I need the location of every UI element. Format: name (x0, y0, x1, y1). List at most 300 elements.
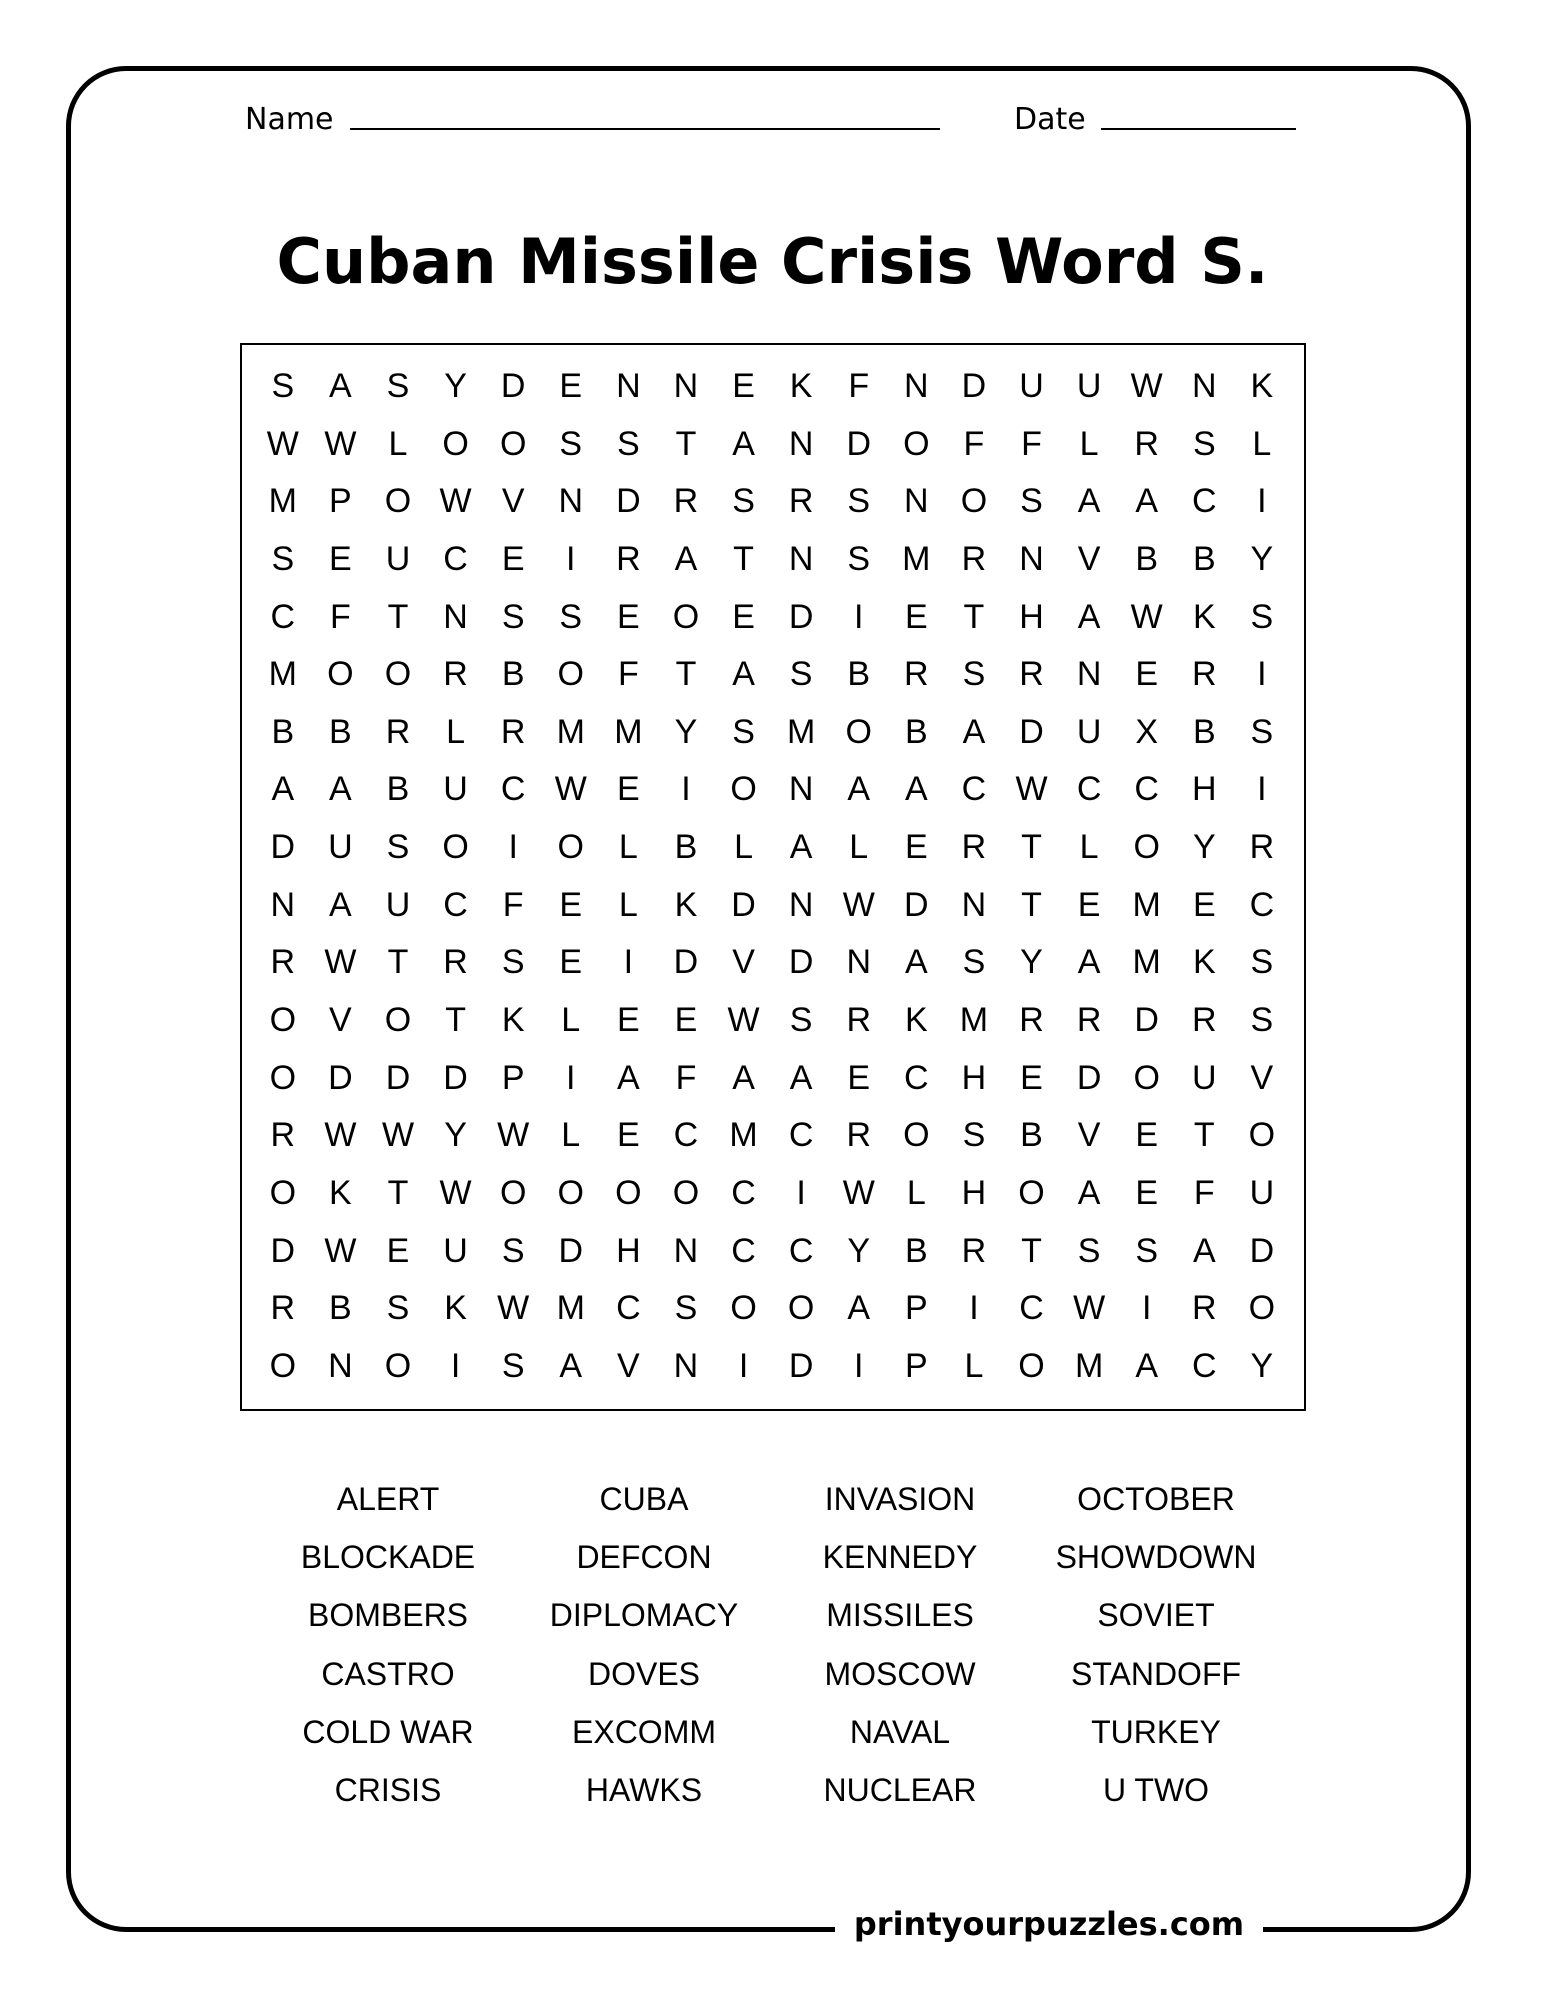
grid-cell[interactable]: I (566, 1058, 576, 1097)
grid-cell[interactable]: A (789, 1058, 813, 1097)
grid-cell[interactable]: O (1133, 1058, 1160, 1097)
grid-cell[interactable]: V (1077, 1116, 1101, 1155)
grid-cell[interactable]: S (501, 1346, 525, 1385)
grid-cell[interactable]: B (386, 770, 410, 809)
grid-cell[interactable]: S (1250, 1001, 1274, 1040)
grid-cell[interactable]: A (1192, 1231, 1216, 1270)
grid-cell[interactable]: V (501, 482, 525, 521)
grid-cell[interactable]: U (328, 828, 353, 867)
grid-cell[interactable]: M (268, 482, 297, 521)
grid-cell[interactable]: O (499, 1173, 527, 1212)
grid-cell[interactable]: D (328, 1058, 353, 1097)
grid-cell[interactable]: N (1019, 539, 1044, 578)
grid-cell[interactable]: R (443, 943, 468, 982)
grid-cell[interactable]: T (1021, 1231, 1042, 1270)
grid-cell[interactable]: O (903, 424, 930, 463)
grid-cell[interactable]: K (1192, 943, 1216, 982)
grid-cell[interactable]: Y (1020, 943, 1043, 982)
grid-cell[interactable]: T (387, 1173, 409, 1212)
grid-cell[interactable]: M (729, 1116, 758, 1155)
grid-cell[interactable]: C (1192, 482, 1217, 521)
grid-cell[interactable]: W (1015, 770, 1048, 809)
grid-cell[interactable]: E (617, 770, 640, 809)
grid-cell[interactable]: K (329, 1173, 352, 1212)
grid-cell[interactable]: D (270, 1231, 296, 1270)
grid-cell[interactable]: A (1077, 1173, 1101, 1212)
grid-cell[interactable]: V (1077, 539, 1101, 578)
grid-cell[interactable]: W (324, 424, 357, 463)
grid-cell[interactable]: M (556, 1289, 585, 1328)
grid-cell[interactable]: C (731, 1173, 756, 1212)
grid-cell[interactable]: D (788, 943, 814, 982)
grid-cell[interactable]: N (788, 885, 814, 924)
grid-cell[interactable]: N (558, 482, 584, 521)
grid-cell[interactable]: S (789, 1001, 813, 1040)
grid-cell[interactable]: S (732, 712, 755, 751)
grid-cell[interactable]: R (1192, 655, 1217, 694)
grid-cell[interactable]: U (1076, 367, 1102, 405)
grid-cell[interactable]: H (616, 1231, 641, 1270)
grid-cell[interactable]: C (616, 1289, 641, 1328)
grid-cell[interactable]: C (1019, 1289, 1044, 1328)
date-line[interactable] (1101, 128, 1296, 130)
grid-cell[interactable]: N (846, 943, 872, 982)
grid-cell[interactable]: B (1135, 539, 1159, 578)
grid-cell[interactable]: S (559, 424, 583, 463)
grid-cell[interactable]: T (387, 943, 409, 982)
grid-cell[interactable]: W (381, 1116, 415, 1155)
grid-cell[interactable]: Y (1192, 828, 1216, 867)
grid-cell[interactable]: U (1076, 712, 1102, 751)
grid-cell[interactable]: W (439, 1173, 472, 1212)
grid-cell[interactable]: O (960, 482, 988, 521)
grid-cell[interactable]: W (324, 943, 357, 982)
grid-cell[interactable]: U (1249, 1173, 1275, 1212)
grid-cell[interactable]: U (443, 770, 468, 809)
grid-cell[interactable]: C (443, 885, 468, 924)
grid-cell[interactable]: S (962, 943, 986, 982)
grid-cell[interactable]: S (386, 828, 410, 867)
grid-cell[interactable]: D (731, 885, 756, 924)
grid-cell[interactable]: D (788, 1346, 814, 1385)
grid-cell[interactable]: F (617, 655, 639, 694)
grid-cell[interactable]: R (1192, 1289, 1217, 1328)
grid-cell[interactable]: U (1019, 367, 1044, 405)
grid-cell[interactable]: R (846, 1116, 872, 1155)
grid-cell[interactable]: D (1019, 712, 1044, 751)
grid-cell[interactable]: A (559, 1346, 583, 1385)
grid-cell[interactable]: H (1192, 770, 1217, 809)
grid-cell[interactable]: H (961, 1173, 987, 1212)
grid-cell[interactable]: I (566, 539, 576, 578)
grid-cell[interactable]: E (1192, 885, 1216, 924)
grid-cell[interactable]: W (324, 1231, 357, 1270)
grid-cell[interactable]: K (444, 1289, 467, 1328)
grid-cell[interactable]: R (270, 943, 296, 982)
grid-cell[interactable]: O (384, 1001, 412, 1040)
grid-cell[interactable]: X (1135, 712, 1159, 751)
grid-cell[interactable]: B (904, 712, 928, 751)
grid-cell[interactable]: Y (674, 712, 698, 751)
grid-cell[interactable]: R (788, 482, 814, 521)
grid-cell[interactable]: P (904, 1289, 928, 1328)
grid-cell[interactable]: C (270, 597, 296, 636)
grid-cell[interactable]: S (1192, 424, 1216, 463)
grid-cell[interactable]: R (1192, 1001, 1217, 1040)
grid-cell[interactable]: Y (444, 1116, 467, 1155)
grid-cell[interactable]: M (614, 712, 643, 751)
grid-cell[interactable]: M (556, 712, 585, 751)
grid-cell[interactable]: D (1076, 1058, 1102, 1097)
grid-cell[interactable]: P (329, 482, 352, 521)
grid-cell[interactable]: W (324, 1116, 357, 1155)
grid-cell[interactable]: T (1193, 1116, 1215, 1155)
grid-cell[interactable]: O (903, 1116, 930, 1155)
grid-cell[interactable]: K (1250, 367, 1274, 405)
grid-cell[interactable]: N (673, 1231, 699, 1270)
grid-cell[interactable]: E (559, 367, 583, 405)
grid-cell[interactable]: N (788, 770, 814, 809)
grid-cell[interactable]: Y (1250, 539, 1274, 578)
grid-cell[interactable]: O (615, 1173, 642, 1212)
grid-cell[interactable]: V (329, 1001, 352, 1040)
grid-cell[interactable]: K (1192, 597, 1216, 636)
grid-cell[interactable]: H (1019, 597, 1044, 636)
grid-cell[interactable]: A (329, 885, 352, 924)
grid-cell[interactable]: C (731, 1231, 756, 1270)
grid-cell[interactable]: I (450, 1346, 461, 1385)
grid-cell[interactable]: O (384, 482, 412, 521)
grid-cell[interactable]: V (617, 1346, 640, 1385)
grid-cell[interactable]: R (1019, 655, 1044, 694)
grid-cell[interactable]: E (904, 828, 928, 867)
grid-cell[interactable]: I (508, 828, 518, 867)
grid-cell[interactable]: C (788, 1116, 814, 1155)
grid-cell[interactable]: A (271, 770, 295, 809)
grid-cell[interactable]: S (1250, 597, 1274, 636)
grid-cell[interactable]: W (497, 1289, 530, 1328)
grid-cell[interactable]: W (266, 424, 299, 463)
grid-cell[interactable]: L (849, 828, 869, 867)
grid-cell[interactable]: A (732, 424, 755, 463)
grid-cell[interactable]: S (847, 539, 871, 578)
grid-cell[interactable]: E (847, 1058, 871, 1097)
grid-cell[interactable]: W (842, 1173, 875, 1212)
grid-cell[interactable]: A (617, 1058, 640, 1097)
grid-cell[interactable]: I (681, 770, 691, 809)
grid-cell[interactable]: R (1249, 828, 1275, 867)
grid-cell[interactable]: E (1135, 1116, 1159, 1155)
grid-cell[interactable]: E (617, 597, 640, 636)
grid-cell[interactable]: B (329, 1289, 352, 1328)
grid-cell[interactable]: V (1250, 1058, 1274, 1097)
grid-cell[interactable]: E (617, 1116, 640, 1155)
grid-cell[interactable]: A (1077, 482, 1101, 521)
grid-cell[interactable]: E (1135, 655, 1159, 694)
grid-cell[interactable]: S (1250, 712, 1274, 751)
grid-cell[interactable]: O (442, 828, 469, 867)
grid-cell[interactable]: S (501, 943, 525, 982)
grid-cell[interactable]: R (846, 1001, 872, 1040)
grid-cell[interactable]: D (443, 1058, 468, 1097)
grid-cell[interactable]: K (904, 1001, 928, 1040)
grid-cell[interactable]: I (1257, 482, 1267, 521)
grid-cell[interactable]: N (1076, 655, 1102, 694)
grid-cell[interactable]: F (963, 424, 985, 463)
grid-cell[interactable]: O (384, 655, 412, 694)
grid-cell[interactable]: T (445, 1001, 466, 1040)
grid-cell[interactable]: R (1019, 1001, 1044, 1040)
grid-cell[interactable]: N (443, 597, 468, 636)
grid-cell[interactable]: S (271, 367, 295, 405)
grid-cell[interactable]: I (1257, 770, 1267, 809)
grid-cell[interactable]: O (1018, 1346, 1045, 1385)
grid-cell[interactable]: E (732, 597, 755, 636)
grid-cell[interactable]: C (500, 770, 526, 809)
grid-cell[interactable]: A (789, 828, 813, 867)
grid-cell[interactable]: A (329, 367, 352, 405)
grid-cell[interactable]: S (1077, 1231, 1101, 1270)
grid-cell[interactable]: A (904, 770, 928, 809)
grid-cell[interactable]: E (501, 539, 525, 578)
grid-cell[interactable]: N (904, 482, 929, 521)
grid-cell[interactable]: L (1252, 424, 1272, 463)
grid-cell[interactable]: U (1192, 1058, 1217, 1097)
grid-cell[interactable]: C (788, 1231, 814, 1270)
grid-cell[interactable]: O (730, 1289, 757, 1328)
grid-cell[interactable]: M (1074, 1346, 1104, 1385)
grid-cell[interactable]: R (673, 482, 699, 521)
grid-cell[interactable]: W (1130, 367, 1163, 405)
grid-cell[interactable]: W (497, 1116, 530, 1155)
grid-cell[interactable]: O (269, 1001, 297, 1040)
grid-cell[interactable]: N (270, 885, 296, 924)
grid-cell[interactable]: L (618, 828, 638, 867)
grid-cell[interactable]: I (623, 943, 634, 982)
grid-cell[interactable]: O (787, 1289, 815, 1328)
grid-cell[interactable]: L (618, 885, 638, 924)
grid-cell[interactable]: T (387, 597, 409, 636)
grid-cell[interactable]: O (672, 1173, 700, 1212)
grid-cell[interactable]: S (501, 1231, 525, 1270)
grid-cell[interactable]: E (559, 943, 583, 982)
grid-cell[interactable]: I (854, 1346, 864, 1385)
grid-cell[interactable]: R (961, 1231, 987, 1270)
grid-cell[interactable]: O (557, 1173, 584, 1212)
grid-cell[interactable]: M (786, 712, 816, 751)
grid-cell[interactable]: L (734, 828, 753, 867)
grid-cell[interactable]: N (616, 367, 641, 405)
grid-cell[interactable]: C (1192, 1346, 1217, 1385)
grid-cell[interactable]: L (964, 1346, 984, 1385)
grid-cell[interactable]: L (561, 1001, 581, 1040)
grid-cell[interactable]: I (738, 1346, 749, 1385)
grid-cell[interactable]: M (1132, 943, 1161, 982)
grid-cell[interactable]: C (904, 1058, 929, 1097)
grid-cell[interactable]: Y (444, 367, 467, 405)
grid-cell[interactable]: I (1257, 655, 1267, 694)
grid-cell[interactable]: U (385, 885, 411, 924)
grid-cell[interactable]: C (1249, 885, 1275, 924)
grid-cell[interactable]: I (796, 1173, 806, 1212)
grid-cell[interactable]: I (1141, 1289, 1152, 1328)
grid-cell[interactable]: M (268, 655, 297, 694)
grid-cell[interactable]: H (961, 1058, 987, 1097)
grid-cell[interactable]: A (1077, 943, 1101, 982)
grid-cell[interactable]: A (674, 539, 698, 578)
grid-cell[interactable]: S (789, 655, 813, 694)
grid-cell[interactable]: W (554, 770, 587, 809)
grid-cell[interactable]: A (1135, 1346, 1159, 1385)
grid-cell[interactable]: R (500, 712, 526, 751)
grid-cell[interactable]: O (327, 655, 354, 694)
grid-cell[interactable]: B (271, 712, 295, 751)
grid-cell[interactable]: R (270, 1289, 296, 1328)
grid-cell[interactable]: S (559, 597, 583, 636)
grid-cell[interactable]: T (675, 655, 697, 694)
grid-cell[interactable]: F (502, 885, 524, 924)
grid-cell[interactable]: A (847, 770, 871, 809)
grid-cell[interactable]: N (961, 885, 987, 924)
grid-cell[interactable]: E (1077, 885, 1101, 924)
grid-cell[interactable]: O (1133, 828, 1160, 867)
grid-cell[interactable]: S (847, 482, 871, 521)
grid-cell[interactable]: A (732, 655, 755, 694)
grid-cell[interactable]: A (904, 943, 928, 982)
grid-cell[interactable]: N (328, 1346, 353, 1385)
grid-cell[interactable]: D (270, 828, 296, 867)
grid-cell[interactable]: S (386, 1289, 410, 1328)
grid-cell[interactable]: V (732, 943, 755, 982)
grid-cell[interactable]: N (673, 367, 699, 405)
grid-cell[interactable]: O (672, 597, 700, 636)
grid-cell[interactable]: B (674, 828, 698, 867)
grid-cell[interactable]: R (961, 828, 987, 867)
grid-cell[interactable]: R (270, 1116, 296, 1155)
grid-cell[interactable]: D (846, 424, 872, 463)
grid-cell[interactable]: R (1076, 1001, 1102, 1040)
grid-cell[interactable]: A (732, 1058, 755, 1097)
grid-cell[interactable]: N (788, 424, 814, 463)
grid-cell[interactable]: D (1134, 1001, 1159, 1040)
grid-cell[interactable]: A (329, 770, 352, 809)
grid-cell[interactable]: S (501, 597, 525, 636)
grid-cell[interactable]: M (959, 1001, 989, 1040)
grid-cell[interactable]: A (1135, 482, 1159, 521)
grid-cell[interactable]: F (1193, 1173, 1215, 1212)
grid-cell[interactable]: I (854, 597, 864, 636)
grid-cell[interactable]: E (674, 1001, 698, 1040)
grid-cell[interactable]: I (969, 1289, 979, 1328)
grid-cell[interactable]: E (1020, 1058, 1043, 1097)
grid-cell[interactable]: N (1192, 367, 1217, 405)
grid-cell[interactable]: D (1249, 1231, 1275, 1270)
grid-cell[interactable]: S (962, 655, 986, 694)
grid-cell[interactable]: D (788, 597, 814, 636)
grid-cell[interactable]: T (675, 424, 697, 463)
grid-cell[interactable]: E (559, 885, 583, 924)
grid-cell[interactable]: O (269, 1346, 297, 1385)
grid-cell[interactable]: S (271, 539, 295, 578)
grid-cell[interactable]: L (1079, 424, 1099, 463)
grid-cell[interactable]: E (1135, 1173, 1159, 1212)
grid-cell[interactable]: D (558, 1231, 584, 1270)
grid-cell[interactable]: A (962, 712, 986, 751)
grid-cell[interactable]: C (961, 770, 987, 809)
grid-cell[interactable]: K (501, 1001, 525, 1040)
grid-cell[interactable]: O (557, 655, 584, 694)
grid-cell[interactable]: L (561, 1116, 581, 1155)
grid-cell[interactable]: L (1079, 828, 1099, 867)
grid-cell[interactable]: P (501, 1058, 525, 1097)
grid-cell[interactable]: B (1192, 539, 1216, 578)
grid-cell[interactable]: M (1132, 885, 1161, 924)
grid-cell[interactable]: N (904, 367, 929, 405)
grid-cell[interactable]: N (788, 539, 814, 578)
grid-cell[interactable]: W (439, 482, 472, 521)
grid-cell[interactable]: E (617, 1001, 640, 1040)
grid-cell[interactable]: Y (1250, 1346, 1274, 1385)
grid-cell[interactable]: O (730, 770, 757, 809)
grid-cell[interactable]: B (1192, 712, 1216, 751)
grid-cell[interactable]: E (386, 1231, 410, 1270)
grid-cell[interactable]: O (269, 1173, 297, 1212)
grid-cell[interactable]: U (443, 1231, 468, 1270)
grid-cell[interactable]: R (443, 655, 468, 694)
grid-cell[interactable]: S (386, 367, 410, 405)
grid-cell[interactable]: S (617, 424, 640, 463)
grid-cell[interactable]: O (557, 828, 584, 867)
grid-cell[interactable]: C (673, 1116, 699, 1155)
grid-cell[interactable]: K (674, 885, 698, 924)
grid-cell[interactable]: F (1021, 424, 1042, 463)
grid-cell[interactable]: N (673, 1346, 699, 1385)
grid-cell[interactable]: O (499, 424, 527, 463)
grid-cell[interactable]: R (904, 655, 929, 694)
grid-cell[interactable]: O (1248, 1116, 1276, 1155)
grid-cell[interactable]: R (961, 539, 987, 578)
grid-cell[interactable]: S (674, 1289, 698, 1328)
grid-cell[interactable]: R (385, 712, 411, 751)
grid-cell[interactable]: E (904, 597, 928, 636)
grid-cell[interactable]: E (732, 367, 755, 405)
grid-cell[interactable]: D (673, 943, 699, 982)
grid-cell[interactable]: A (847, 1289, 871, 1328)
grid-cell[interactable]: O (1018, 1173, 1045, 1212)
grid-cell[interactable]: T (963, 597, 985, 636)
grid-cell[interactable]: O (269, 1058, 297, 1097)
grid-cell[interactable]: F (675, 1058, 697, 1097)
grid-cell[interactable]: A (1077, 597, 1101, 636)
grid-cell[interactable]: O (845, 712, 872, 751)
grid-cell[interactable]: T (1021, 885, 1042, 924)
grid-cell[interactable]: S (1135, 1231, 1159, 1270)
grid-cell[interactable]: C (1134, 770, 1159, 809)
grid-cell[interactable]: C (443, 539, 468, 578)
grid-cell[interactable]: R (1134, 424, 1159, 463)
grid-cell[interactable]: F (330, 597, 351, 636)
grid-cell[interactable]: L (388, 424, 408, 463)
grid-cell[interactable]: W (727, 1001, 760, 1040)
grid-cell[interactable]: C (1076, 770, 1102, 809)
grid-cell[interactable]: M (902, 539, 931, 578)
grid-cell[interactable]: P (904, 1346, 928, 1385)
grid-cell[interactable]: S (732, 482, 755, 521)
grid-cell[interactable]: U (385, 539, 411, 578)
grid-cell[interactable]: F (848, 367, 870, 405)
grid-cell[interactable]: W (842, 885, 875, 924)
grid-cell[interactable]: D (616, 482, 641, 521)
